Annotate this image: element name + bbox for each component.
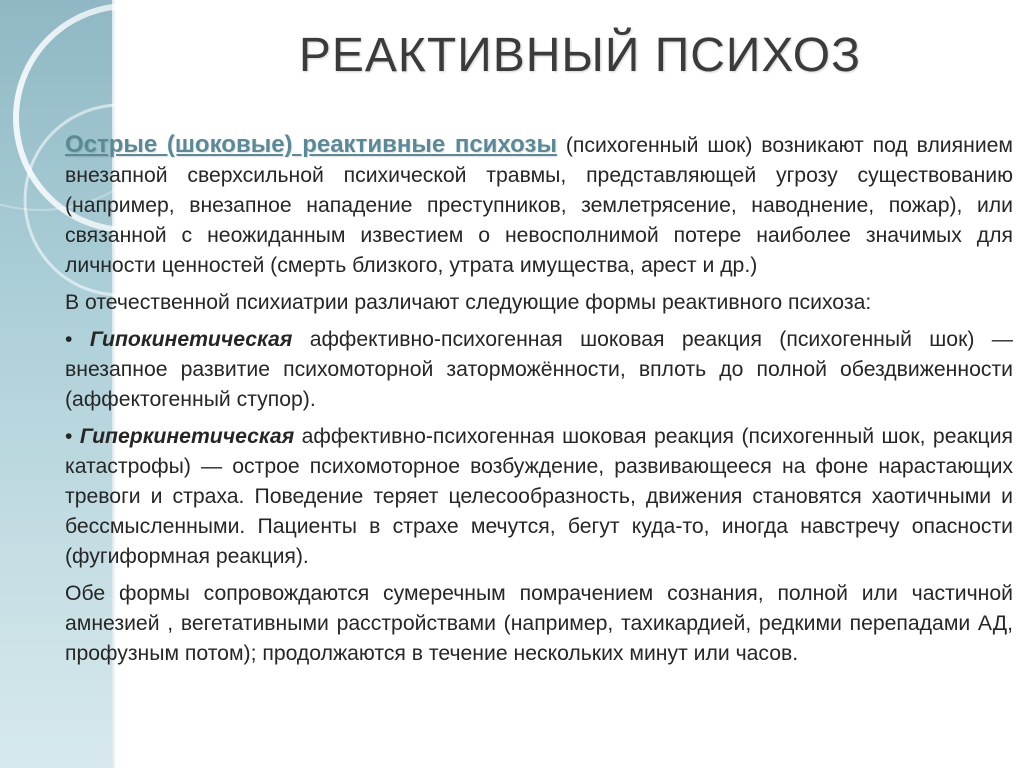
bullet-hypokinetic — [65, 325, 1013, 415]
bullet-hyperkinetic-text: аффективно-психогенная шоковая реакция (психогенный шок, реакция катастрофы) — острое психомоторное возбуждение, развивающееся на фоне нарастающих тревоги и страха. Поведение теряет целесообразность, движения становятся хаотичными и бессмысленными. Пациенты в страхе мечутся, бегут куда-то, иногда навстречу опасности (фугиформная реакция). — [65, 425, 1013, 568]
acute-psychoses-link[interactable]: Острые (шоковые) реактивные психозы — [65, 131, 557, 158]
bullet-hypokinetic-text: аффективно-психогенная шоковая реакция (психогенный шок) — внезапное развитие психомоторной заторможённости, вплоть до полной обездвиженности (аффектогенный ступор). — [65, 328, 1013, 411]
paragraph-forms-intro: В отечественной психиатрии различают следующие формы реактивного психоза: — [65, 291, 872, 314]
bullet-marker: • — [65, 328, 90, 351]
paragraph-both-forms: Обе формы сопровождаются сумеречным помрачением сознания, полной или частичной амнезией , вегетативными расстройствами (например, тахикардией, редкими перепадами АД, профузным потом); продолжаются в течение нескольких минут или часов. — [65, 582, 1013, 665]
slide-body — [65, 130, 1013, 676]
term-hypokinetic: Гипокинетическая — [89, 328, 293, 351]
term-hyperkinetic: Гиперкинетическая — [79, 425, 295, 448]
bullet-hyperkinetic — [65, 422, 1013, 572]
bullet-marker: • — [65, 425, 80, 448]
paragraph-acute-psychoses — [65, 130, 1013, 281]
paragraph-acute-psychoses-text: (психогенный шок) возникают под влиянием внезапной сверхсильной психической травмы, представляющей угрозу существованию (например, внезапное нападение преступников, землетрясение, наводнение, пожар), или связанной с неожиданным известием о невосполнимой потере наиболее значимых для личности ценностей (смерть близкого, утрата имущества, арест и др.) — [65, 134, 1014, 277]
slide-title: РЕАКТИВНЫЙ ПСИХОЗ — [298, 29, 862, 82]
